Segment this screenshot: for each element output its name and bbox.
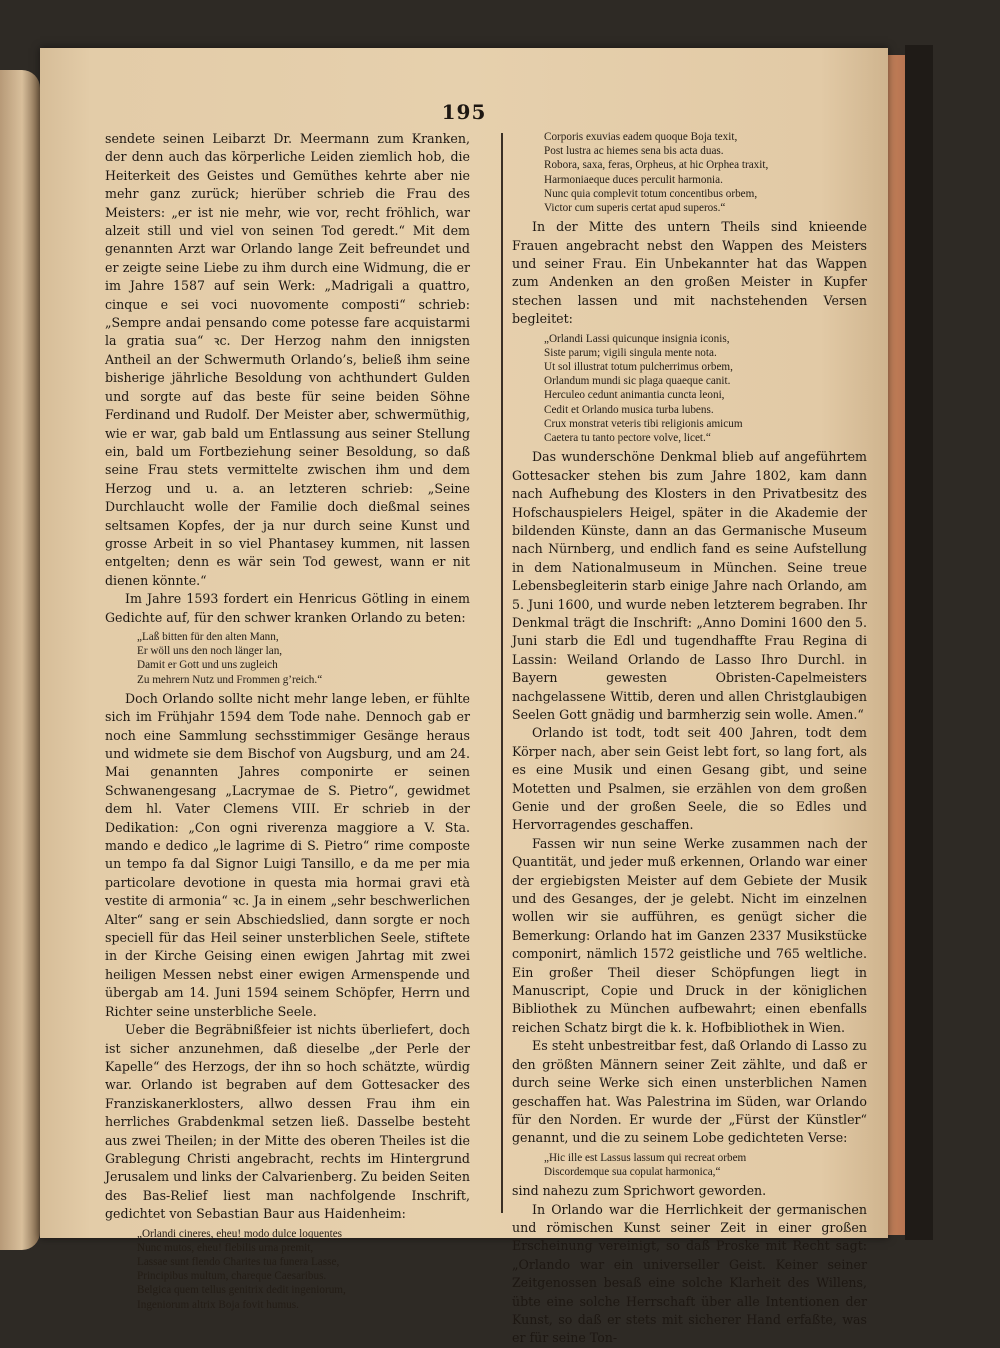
verse-line: Harmoniaeque duces perculit harmonia. bbox=[544, 173, 723, 186]
paragraph: In Orlando war die Herrlichkeit der germanischen und römischen Kunst seiner Zeit in einer großen Erscheinung vereinigt, so daß Proske mit Recht sagt: „Orlando war ein universeller Geist. Keiner seiner Zeitgenossen besaß eine solche Klarheit des Willens, übte eine solche Herrschaft über alle Intentionen der Kunst, so daß er stets mit sicherer Hand erfaßte, was er für seine Ton- bbox=[512, 1201, 867, 1346]
verse-line: Belgica quem tellus genitrix dedit ingeniorum, bbox=[137, 1284, 346, 1297]
verse-line: „Orlandi cineres, eheu! modo dulce loquentes bbox=[137, 1227, 343, 1240]
left-column bbox=[105, 130, 470, 1315]
verse-line: Siste parum; vigili singula mente nota. bbox=[544, 346, 717, 359]
verse-line: Lassae sunt flendo Charites tua funera Lasse, bbox=[137, 1255, 340, 1268]
paragraph: Doch Orlando sollte nicht mehr lange leben, er fühlte sich im Frühjahr 1594 dem Tode nahe. Dennoch gab er noch eine Sammlung sechsstimmiger Gesänge heraus und widmete sie dem Bischof von Augsburg, und am 24. Mai genannten Jahres componirte er seinen Schwanengesang „Lacrymae de S. Pietro“, gewidmet dem hl. Vater Clemens VIII. Er schrieb in der Dedikation: „Con ogni riverenza maggiore a V. Sta. mando e dedico „le lagrime di S. Pietro“ rime composte un tempo fa dal Signor Luigi Tansillo, e da me per mia particolare devotione in questa mia hormai gravi età vestite di armonia“ ꝛc. Ja in einem „sehr beschwerlichen Alter“ sang er sein Abschiedslied, dann sorgte er noch speciell für das Heil seiner unsterblichen Seele, stiftete in der Kirche Geising einen ewigen Jahrtag mit zwei heiligen Messen nebst einer ewigen Armenspende und übergab am 14. Juni 1594 seinem Schöpfer, Herrn und Richter seine unsterbliche Seele. bbox=[105, 690, 470, 1019]
verse-block bbox=[544, 130, 867, 215]
book-page bbox=[40, 48, 888, 1346]
page-number: 195 bbox=[441, 100, 487, 124]
paragraph: Im Jahre 1593 fordert ein Henricus Götling in einem Gedichte auf, für den schwer kranken Orlando zu beten: bbox=[105, 591, 470, 625]
verse-line: „Laß bitten für den alten Mann, bbox=[137, 630, 279, 643]
verse-line: Nunc quia complevit totum concentibus orbem, bbox=[544, 187, 758, 200]
paragraph: sendete seinen Leibarzt Dr. Meermann zum Kranken, der denn auch das körperliche Leiden ziemlich hob, die Heiterkeit des Geistes und Gemüthes kehrte aber nie mehr ganz zurück; hierüber schrieb die Frau des Meisters: „er ist nie mehr, wie vor, recht fröhlich, war alzeit still und viel von seinen Tod geredt.“ Mit dem genannten Arzt war Orlando lange Zeit befreundet und er zeigte seine Liebe zu ihm durch eine Widmung, die er im Jahre 1587 auf sein Werk: „Madrigali a quattro, cinque e sei voci nuovomente composti“ schrieb: „Sempre andai pensando come potesse fare acquistarmi la gratia sua“ ꝛc. Der Herzog nahm den innigsten Antheil an der Schwermuth Orlando’s, beließ ihm seine bisherige jährliche Besoldung von achthundert Gulden und sorgte auf das beste für seine beiden Söhne Ferdinand und Rudolf. Der Meister aber, schwermüthig, wie er war, gab bald um Entlassung aus seiner Stellung ein, bald um Fortbeziehung seiner Besoldung, so daß seine Frau stets vermittelte zwischen ihm und dem Herzog und u. a. an letzteren schrieb: „Seine Durchlaucht wolle der Familie doch dießmal seines seltsamen Kopfes, der ja nur durch seine Kunst und grosse Arbeit in so viel Phantasey kummen, nit lassen entgelten; denn es wär sein Tod gewest, wann er nit dienen könnte.“ bbox=[105, 131, 470, 588]
verse-line: Crux monstrat veteris tibi religionis amicum bbox=[544, 417, 743, 430]
verse-line: „Hic ille est Lassus lassum qui recreat orbem bbox=[544, 1151, 747, 1164]
verse-block bbox=[137, 630, 470, 687]
verse-line: Discordemque sua copulat harmonica,“ bbox=[544, 1165, 721, 1178]
book-cover-edge bbox=[905, 45, 933, 1240]
paragraph: Das wunderschöne Denkmal blieb auf angeführtem Gottesacker stehen bis zum Jahre 1802, kam dann nach Aufhebung des Klosters in den Privatbesitz des Hofschauspielers Heigel, später in die Akademie der bildenden Künste, dann an das Germanische Museum nach Nürnberg, und endlich fand es seine Aufstellung in dem Nationalmuseum in München. Seine treue Lebensbegleiterin starb einige Jahre nach Orlando, am 5. Juni 1600, und wurde neben letzterem begraben. Ihr Denkmal trägt die Inschrift: „Anno Domini 1600 den 5. Juni starb die Edl und tugendhaffte Frau Regina di Lassin: Weiland Orlando de Lasso Ihro Durchl. in Bayern gewesten Obristen-Capelmeisters nachgelassene Wittib, deren und allen Christglaubigen Seelen Gott gnädig und barmherzig sein wolle. Amen.“ bbox=[512, 449, 867, 722]
verse-line: Principibus multum, chareque Caesaribus. bbox=[137, 1270, 327, 1283]
verse-line: Corporis exuvias eadem quoque Boja texit, bbox=[544, 131, 738, 143]
verse-line: Cedit et Orlando musica turba lubens. bbox=[544, 403, 714, 416]
paragraph: Ueber die Begräbnißfeier ist nichts überliefert, doch ist sicher anzunehmen, daß dieselbe „der Perle der Kapelle“ des Herzogs, der ihn so hoch schätzte, würdig war. Orlando ist begraben auf dem Gottesacker des Franziskanerklosters, allwo dessen Frau ihm ein herrliches Grabdenkmal setzen ließ. Dasselbe besteht aus zwei Theilen; in der Mitte des oberen Theiles ist die Grablegung Christi angebracht, rechts im Hintergrund Jerusalem und links der Calvarienberg. Zu beiden Seiten des Bas-Relief liest man nachfolgende Inschrift, gedichtet von Sebastian Baur aus Haidenheim: bbox=[105, 1022, 470, 1222]
paragraph: Orlando ist todt, todt seit 400 Jahren, todt dem Körper nach, aber sein Geist lebt fort, so lang fort, als es eine Musik und einen Gesang gibt, und seine Motetten und Psalmen, sie erzählen von dem großen Genie und der großen Seele, die so Edles und Hervorragendes geschaffen. bbox=[512, 725, 867, 833]
verse-line: Damit er Gott und uns zugleich bbox=[137, 659, 278, 672]
verse-line: Robora, saxa, feras, Orpheus, at hic Orphea traxit, bbox=[544, 159, 769, 172]
verse-line: „Orlandi Lassi quicunque insignia iconis, bbox=[544, 332, 730, 345]
verse-block bbox=[544, 1151, 867, 1179]
verse-line: Orlandum mundi sic plaga quaeque canit. bbox=[544, 375, 731, 388]
right-column bbox=[512, 130, 867, 1348]
verse-line: Nunc mutos, eheu! flebilis urna premit, bbox=[137, 1241, 314, 1254]
verse-line: Post lustra ac hiemes sena bis acta duas. bbox=[544, 145, 724, 158]
verse-line: Ingeniorum altrix Boja fovit humus. bbox=[137, 1298, 299, 1311]
verse-line: Herculeo cedunt animantia cuncta leoni, bbox=[544, 389, 725, 402]
paragraph: In der Mitte des untern Theils sind knieende Frauen angebracht nebst den Wappen des Meisters und seiner Frau. Ein Unbekannter hat das Wappen zum Andenken an den großen Meister in Kupfer stechen lassen und mit nachstehenden Versen begleitet: bbox=[512, 219, 867, 327]
paragraph: sind nahezu zum Sprichwort geworden. bbox=[512, 1183, 767, 1199]
paragraph: Es steht unbestreitbar fest, daß Orlando di Lasso zu den größten Männern seiner Zeit zählte, und daß er durch seine Werke sich einen unsterblichen Namen geschaffen hat. Was Palestrina im Süden, war Orlando für den Norden. Er wurde der „Fürst der Künstler“ genannt, und die zu seinem Lobe gedichteten Verse: bbox=[512, 1038, 867, 1146]
verse-block bbox=[544, 332, 867, 446]
verse-line: Victor cum superis certat apud superos.“ bbox=[544, 202, 726, 215]
verse-line: Zu mehrern Nutz und Frommen g’reich.“ bbox=[137, 673, 323, 686]
verse-line: Caetera tu tanto pectore volve, licet.“ bbox=[544, 432, 711, 445]
paragraph: Fassen wir nun seine Werke zusammen nach der Quantität, und jeder muß erkennen, Orlando war einer der ergiebigsten Meister auf dem Gebiete der Musik und des Gesanges, der je gelebt. Nicht im einzelnen wollen wir sie aufführen, es genügt sicher die Bemerkung: Orlando hat im Ganzen 2337 Musikstücke componirt, nämlich 1572 geistliche und 765 weltliche. Ein großer Theil dieser Schöpfungen liegt in Manuscript, Copie und Druck in der königlichen Bibliothek zu München aufbewahrt; einen ebenfalls reichen Schatz birgt die k. k. Hofbibliothek in Wien. bbox=[512, 835, 867, 1035]
previous-page-edge bbox=[0, 70, 40, 1250]
column-divider bbox=[501, 133, 503, 1213]
verse-line: Er wöll uns den noch länger lan, bbox=[137, 645, 283, 658]
verse-line: Ut sol illustrat totum pulcherrimus orbem, bbox=[544, 361, 733, 374]
verse-block bbox=[137, 1227, 470, 1312]
